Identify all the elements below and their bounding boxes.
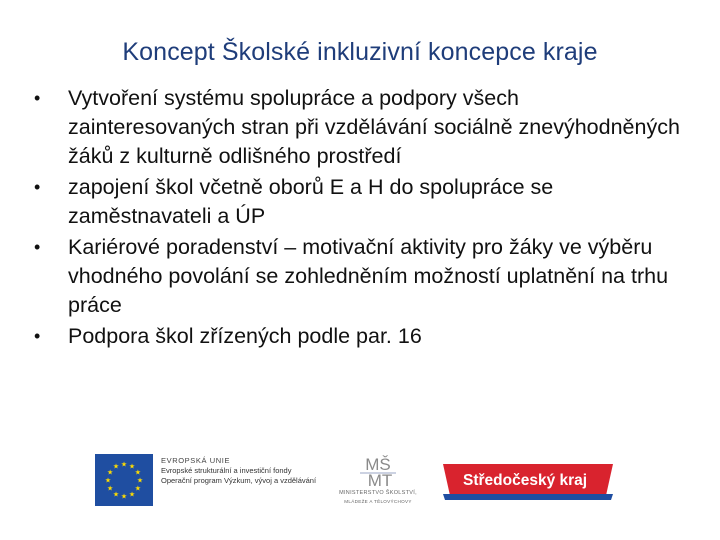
bullet-text: zapojení škol včetně oborů E a H do spolupráce se zaměstnavateli a ÚP <box>68 175 554 228</box>
bullet-text: Kariérové poradenství – motivační aktivity pro žáky ve výběru vhodného povolání se zohledněním možností uplatnění na trhu práce <box>68 235 669 317</box>
eu-star-icon: ★ <box>120 461 128 469</box>
eu-logo-text <box>161 456 341 486</box>
eu-star-icon: ★ <box>104 477 112 485</box>
eu-star-icon: ★ <box>112 463 120 471</box>
bullet-item <box>30 84 680 171</box>
msmt-name: MINISTERSTVO ŠKOLSTVÍ, <box>339 490 417 496</box>
eu-flag-icon <box>95 454 153 506</box>
bullet-icon: • <box>34 237 41 257</box>
svg-text:MŠ: MŠ <box>365 455 391 474</box>
bullet-item <box>30 322 680 351</box>
bullet-text: Podpora škol zřízených podle par. 16 <box>68 324 422 348</box>
bullet-item <box>30 233 680 320</box>
eu-star-icon: ★ <box>128 463 136 471</box>
kraj-label: Středočeský kraj <box>463 472 588 489</box>
eu-heading: EVROPSKÁ UNIE <box>161 456 231 465</box>
bullet-icon: • <box>34 177 41 197</box>
msmt-logo <box>336 448 420 514</box>
eu-line-2: Operační program Výzkum, vývoj a vzdělávání <box>161 476 317 485</box>
stredocesky-kraj-logo <box>443 464 613 500</box>
eu-star-icon: ★ <box>112 491 120 499</box>
slide-title: Koncept Školské inkluzivní koncepce kraje <box>122 38 598 66</box>
eu-star-icon: ★ <box>120 493 128 501</box>
bullet-text: Vytvoření systému spolupráce a podpory všech zainteresovaných stran při vzdělávání sociálně znevýhodněných žáků z kulturně odlišného prostředí <box>68 86 680 168</box>
bullet-icon: • <box>34 88 41 108</box>
eu-star-icon: ★ <box>106 485 114 493</box>
eu-star-icon: ★ <box>134 469 142 477</box>
bullet-icon: • <box>34 326 41 346</box>
msmt-mark-icon <box>336 448 420 490</box>
svg-text:MT: MT <box>367 471 393 490</box>
eu-logo <box>95 454 335 506</box>
eu-line-1: Evropské strukturální a investiční fondy <box>161 466 292 475</box>
bullet-list <box>30 84 680 353</box>
eu-star-icon: ★ <box>106 469 114 477</box>
logo-bar <box>0 448 720 518</box>
eu-star-icon: ★ <box>128 491 136 499</box>
bullet-item <box>30 173 680 231</box>
eu-star-icon: ★ <box>134 485 142 493</box>
msmt-sub: MLÁDEŽE A TĚLOVÝCHOVY <box>344 499 412 504</box>
eu-star-icon: ★ <box>136 477 144 485</box>
